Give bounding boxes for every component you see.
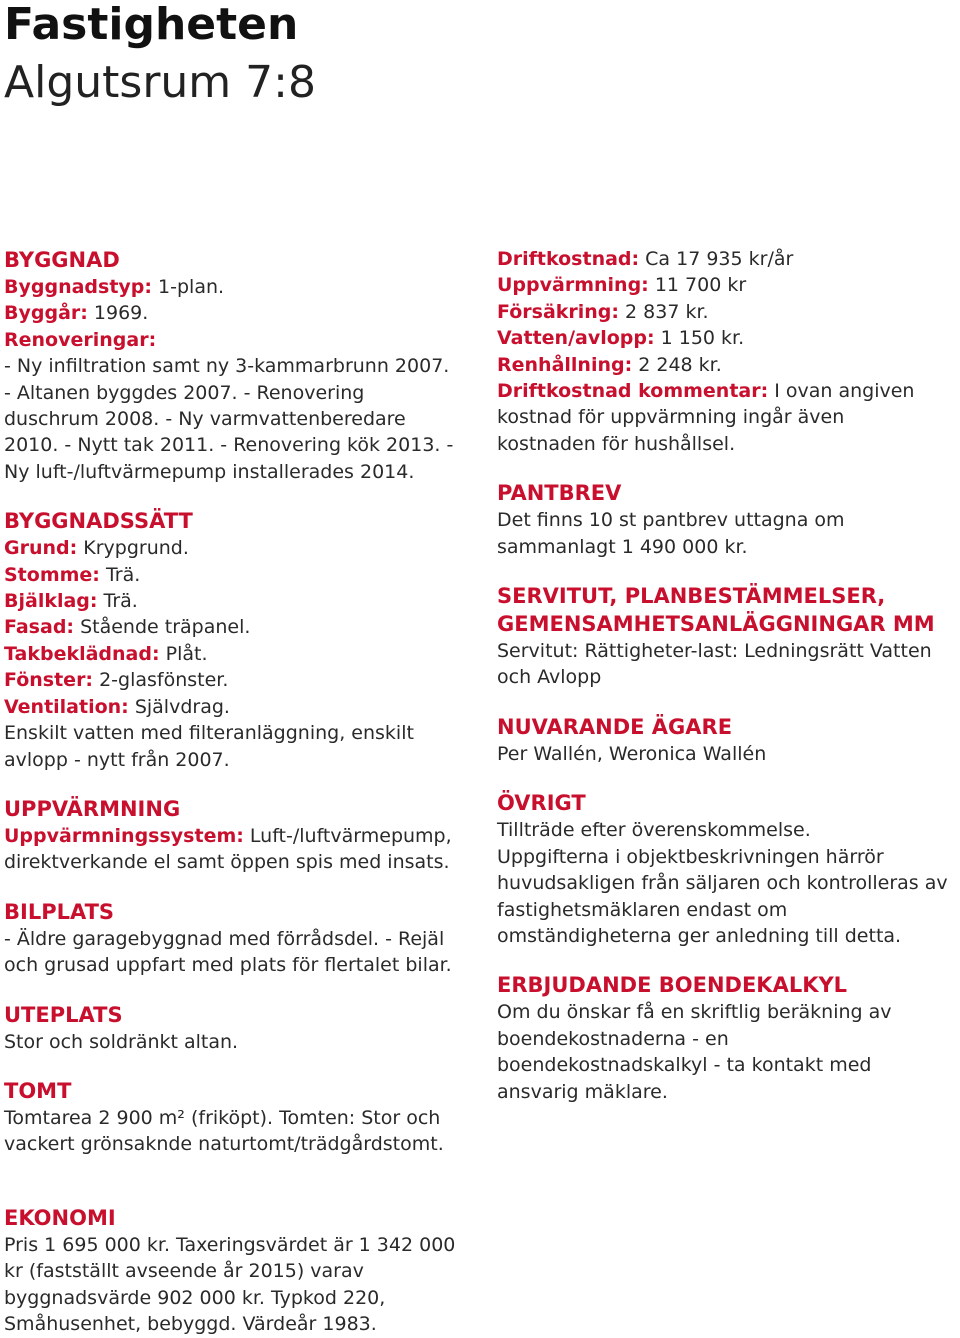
- section-boendekalkyl: [497, 971, 959, 1105]
- heading-pantbrev: PANTBREV: [497, 481, 622, 506]
- row-stomme: Stomme: Trä.: [4, 563, 141, 586]
- row-fasad: Fasad: Stående träpanel.: [4, 616, 251, 639]
- renovation-line: 2010. - Nytt tak 2011. - Renovering kök 2013. -: [4, 434, 454, 457]
- heading-ekonomi: EKONOMI: [4, 1206, 116, 1230]
- section-nuvarande-agare: [497, 713, 959, 767]
- row-fonster: Fönster: 2-glasfönster.: [4, 669, 229, 692]
- row-bjalklag: Bjälklag: Trä.: [4, 590, 138, 613]
- section-servitut: [497, 582, 959, 691]
- row-driftkostnad: Driftkostnad: Ca 17 935 kr/år: [497, 248, 794, 270]
- text-line: Tomtarea 2 900 m² (friköpt). Tomten: Stor och: [4, 1106, 441, 1129]
- row-ventilation: Ventilation: Självdrag.: [4, 695, 230, 718]
- row-driftkostnad-kommentar: Driftkostnad kommentar: I ovan angiven: [497, 380, 915, 403]
- heading-byggnadssatt: BYGGNADSSÄTT: [4, 509, 193, 534]
- text-line: kostnad för uppvärmning ingår även: [497, 406, 845, 429]
- row-forsakring: Försäkring: 2 837 kr.: [497, 300, 709, 323]
- row-byggnadstyp: Byggnadstyp: 1-plan.: [4, 276, 225, 298]
- row-renhallning: Renhållning: 2 248 kr.: [497, 353, 722, 376]
- section-byggnad: [4, 246, 474, 485]
- text-line: Servitut: Rättigheter-last: Ledningsrätt Vatten: [497, 640, 932, 663]
- renovation-line: - Altanen byggdes 2007. - Renovering: [4, 381, 365, 404]
- text-line: boendekostnadskalkyl - ta kontakt med: [497, 1054, 872, 1077]
- row-uppvarmningssystem: Uppvärmningssystem: Luft-/luftvärmepump,: [4, 824, 452, 847]
- text-line: boendekostnaderna - en: [497, 1027, 729, 1050]
- section-uppvarmning: [4, 795, 474, 876]
- text-line: Per Wallén, Weronica Wallén: [497, 742, 767, 765]
- text-line: Tillträde efter överenskommelse.: [497, 819, 811, 842]
- text-line: Uppgifterna i objektbeskrivningen härrör: [497, 845, 884, 868]
- heading-tomt: TOMT: [4, 1078, 72, 1103]
- heading-nuvarande-agare: NUVARANDE ÄGARE: [497, 714, 733, 739]
- section-driftkostnad: [497, 246, 959, 457]
- row-byggar: Byggår: 1969.: [4, 302, 149, 325]
- section-ekonomi: [4, 1204, 484, 1338]
- heading-byggnad: BYGGNAD: [4, 248, 120, 272]
- text-line: omständigheterna ger anledning till detta.: [497, 924, 902, 947]
- text-line: ansvarig mäklare.: [497, 1080, 668, 1103]
- row-grund: Grund: Krypgrund.: [4, 537, 189, 560]
- text-line: - Äldre garagebyggnad med förrådsdel. - Rejäl: [4, 927, 445, 950]
- text-line: Småhusenhet, bebyggd. Värdeår 1983.: [4, 1313, 377, 1336]
- text-line: Pris 1 695 000 kr. Taxeringsvärdet är 1 342 000: [4, 1234, 456, 1256]
- row-renoveringar-label: Renoveringar:: [4, 328, 157, 351]
- heading-ovrigt: ÖVRIGT: [497, 791, 586, 816]
- text-line: direktverkande el samt öppen spis med insats.: [4, 851, 450, 874]
- text-line: Enskilt vatten med filteranläggning, enskilt: [4, 722, 414, 745]
- renovation-line: - Ny infiltration samt ny 3-kammarbrunn 2007.: [4, 355, 450, 378]
- section-tomt: [4, 1077, 474, 1158]
- text-line: kr (fastställt avseende år 2015) varav: [4, 1260, 364, 1283]
- section-byggnadssatt: [4, 507, 474, 773]
- left-column: [4, 246, 474, 1180]
- text-line: fastighetsmäklaren endast om: [497, 898, 788, 921]
- text-line: huvudsakligen från säljaren och kontrolleras av: [497, 872, 948, 895]
- heading-boendekalkyl: ERBJUDANDE BOENDEKALKYL: [497, 973, 848, 998]
- text-line: Stor och soldränkt altan.: [4, 1030, 239, 1053]
- section-uteplats: [4, 1001, 474, 1055]
- row-takbekladnad: Takbeklädnad: Plåt.: [4, 642, 208, 665]
- heading-servitut: SERVITUT, PLANBESTÄMMELSER,: [497, 584, 886, 609]
- section-pantbrev: [497, 479, 959, 560]
- section-ovrigt: [497, 789, 959, 949]
- heading-uppvarmning: UPPVÄRMNING: [4, 796, 181, 821]
- row-vatten-avlopp: Vatten/avlopp: 1 150 kr.: [497, 327, 745, 350]
- renovation-line: duschrum 2008. - Ny varmvattenberedare: [4, 408, 406, 431]
- section-bilplats: [4, 898, 474, 979]
- page-title: Fastigheten: [4, 0, 299, 50]
- text-line: och grusad uppfart med plats för flertalet bilar.: [4, 954, 452, 977]
- text-line: byggnadsvärde 902 000 kr. Typkod 220,: [4, 1286, 386, 1309]
- renovation-line: Ny luft-/luftvärmepump installerades 2014.: [4, 460, 415, 483]
- text-line: kostnaden för hushållsel.: [497, 432, 736, 455]
- text-line: avlopp - nytt från 2007.: [4, 748, 230, 771]
- text-line: och Avlopp: [497, 666, 602, 689]
- heading-servitut: GEMENSAMHETSANLÄGGNINGAR MM: [497, 612, 935, 637]
- text-line: Det finns 10 st pantbrev uttagna om: [497, 509, 845, 532]
- heading-bilplats: BILPLATS: [4, 899, 115, 924]
- text-line: sammanlagt 1 490 000 kr.: [497, 535, 748, 558]
- right-column: [497, 246, 959, 1127]
- heading-uteplats: UTEPLATS: [4, 1002, 123, 1027]
- row-uppvarmning-kostnad: Uppvärmning: 11 700 kr: [497, 274, 747, 297]
- text-line: vackert grönsaknde naturtomt/trädgårdstomt.: [4, 1133, 444, 1156]
- property-name: Algutsrum 7:8: [4, 57, 316, 108]
- text-line: Om du önskar få en skriftlig beräkning av: [497, 1001, 892, 1024]
